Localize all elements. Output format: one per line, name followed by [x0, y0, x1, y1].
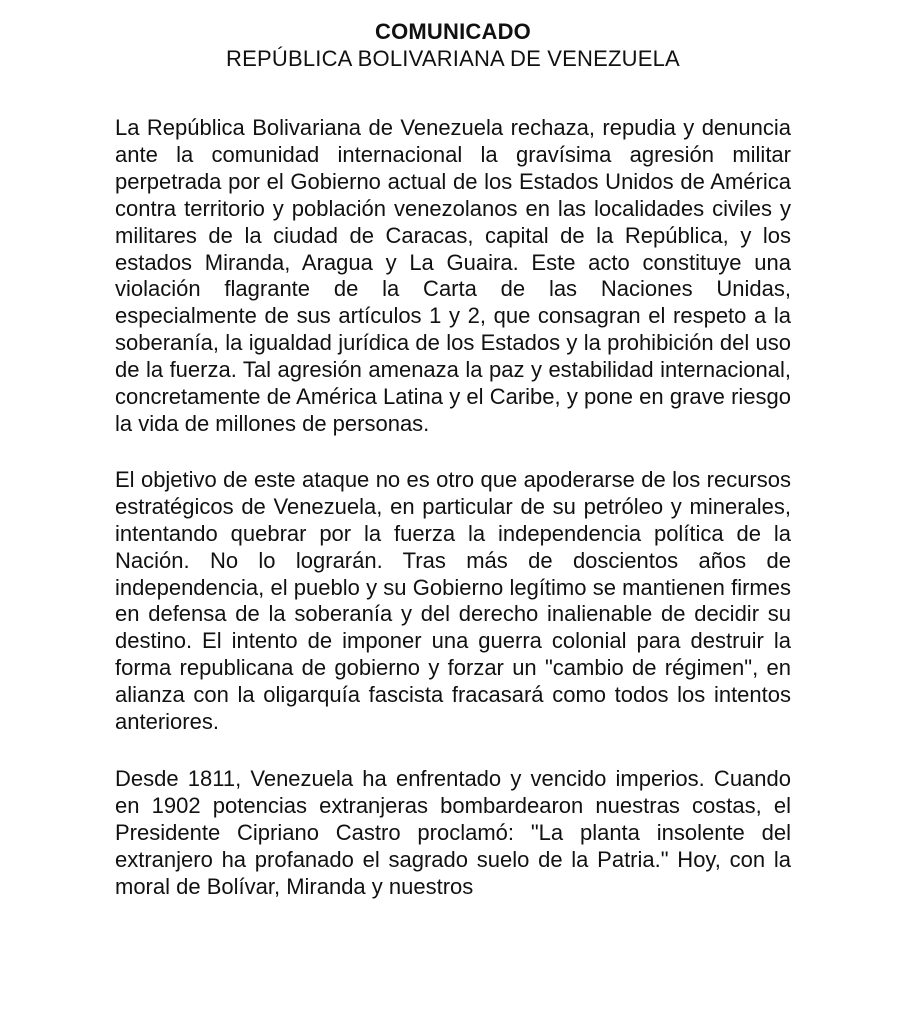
document-subtitle: REPÚBLICA BOLIVARIANA DE VENEZUELA — [226, 46, 680, 71]
paragraph-3: Desde 1811, Venezuela ha enfrentado y vencido imperios. Cuando en 1902 potencias extranjeras bombardearon nuestras costas, el Presidente Cipriano Castro proclamó: "La planta insolente del extranjero ha profanado el sagrado suelo de la Patria." Hoy, con la moral de Bolívar, Miranda y nuestros — [115, 765, 791, 899]
document-page — [115, 0, 791, 900]
paragraph-2: El objetivo de este ataque no es otro que apoderarse de los recursos estratégicos de Venezuela, en particular de su petróleo y minerales, intentando quebrar por la fuerza la independencia política de la Nación. No lo lograrán. Tras más de doscientos años de independencia, el pueblo y su Gobierno legítimo se mantienen firmes en defensa de la soberanía y del derecho inalienable de decidir su destino. El intento de imponer una guerra colonial para destruir la forma republicana de gobierno y forzar un "cambio de régimen", en alianza con la oligarquía fascista fracasará como todos los intentos anteriores. — [115, 466, 791, 735]
paragraph-1: La República Bolivariana de Venezuela rechaza, repudia y denuncia ante la comunidad internacional la gravísima agresión militar perpetrada por el Gobierno actual de los Estados Unidos de América contra territorio y población venezolanos en las localidades civiles y militares de la ciudad de Caracas, capital de la República, y los estados Miranda, Aragua y La Guaira. Este acto constituye una violación flagrante de la Carta de las Naciones Unidas, especialmente de sus artículos 1 y 2, que consagran el respeto a la soberanía, la igualdad jurídica de los Estados y la prohibición del uso de la fuerza. Tal agresión amenaza la paz y estabilidad internacional, concretamente de América Latina y el Caribe, y pone en grave riesgo la vida de millones de personas. — [115, 115, 791, 436]
document-header — [115, 18, 791, 72]
document-title: COMUNICADO — [375, 19, 531, 44]
